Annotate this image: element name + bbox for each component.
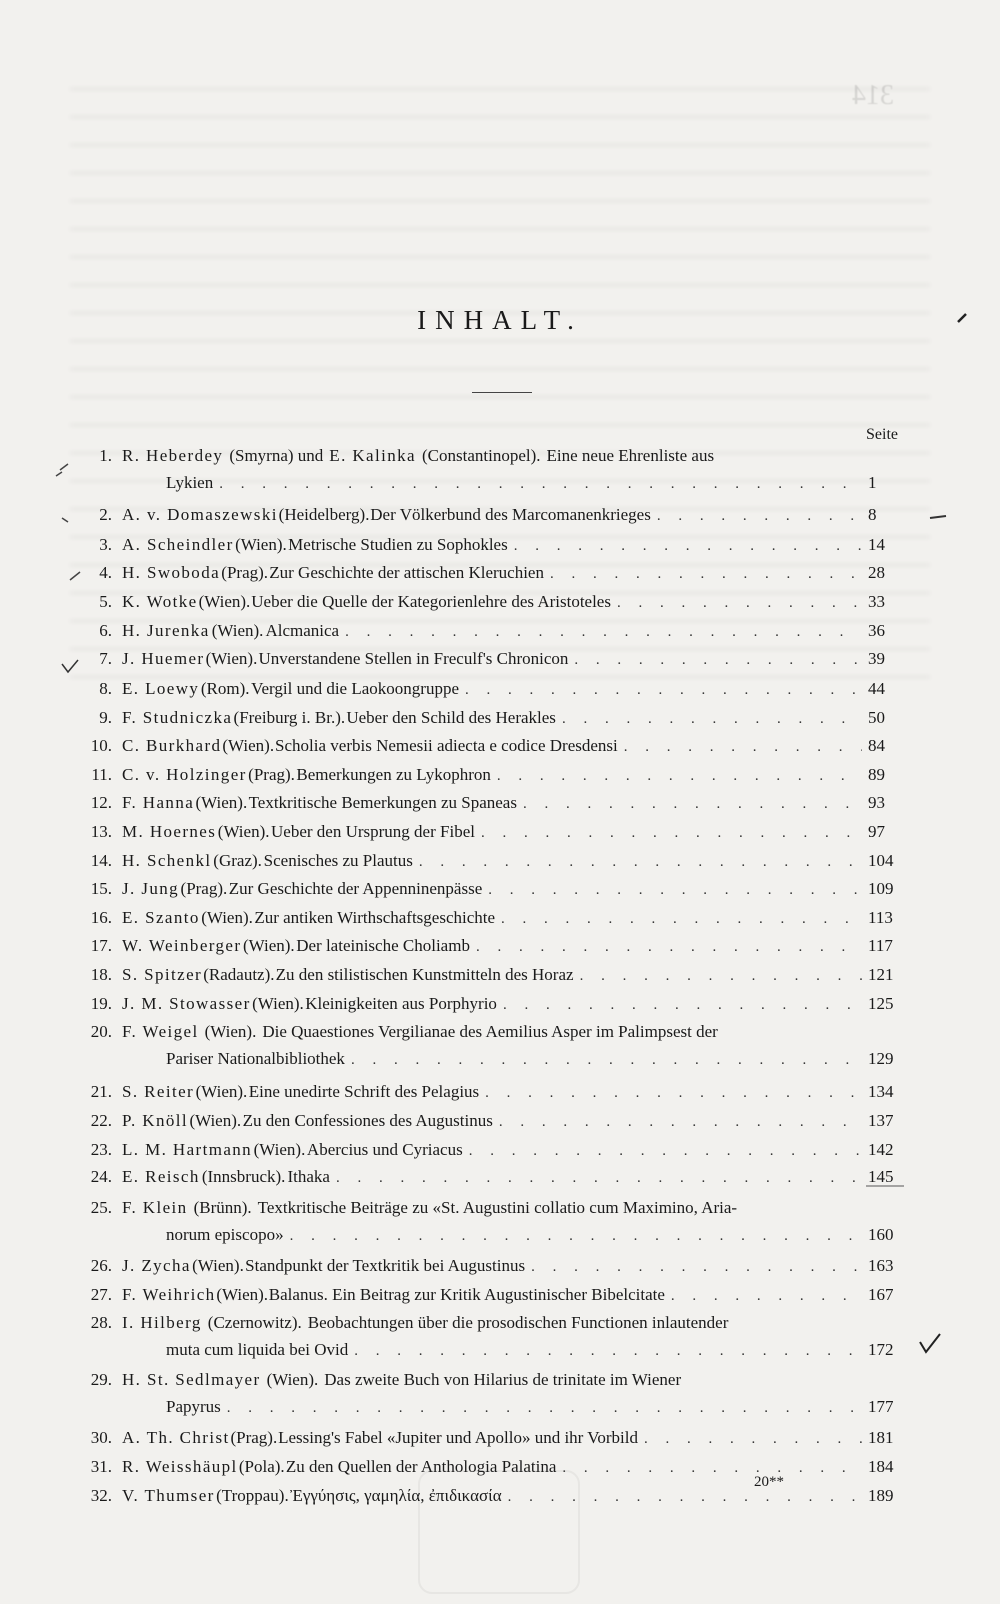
dot-leader xyxy=(345,624,862,641)
entry-affiliation: (Prag). xyxy=(230,1428,278,1447)
entry-title: Beobachtungen über die prosodischen Functionen inlautender xyxy=(307,1313,729,1332)
entry-author: F. Weigel xyxy=(122,1022,199,1041)
entry-affiliation: (Wien). xyxy=(198,592,251,611)
entry-page-number: 44 xyxy=(868,679,885,698)
entry-page-number: 189 xyxy=(868,1486,894,1505)
entry-author: I. Hilberg xyxy=(122,1313,202,1332)
entry-title: Ithaka xyxy=(287,1167,330,1186)
entry-author: E. Szanto xyxy=(122,908,200,927)
entry-author: F. Weihrich xyxy=(122,1285,216,1304)
dot-leader xyxy=(469,1143,862,1160)
entry-affiliation: (Prag). xyxy=(248,765,295,784)
entry-affiliation: (Wien). xyxy=(192,1256,244,1275)
entry-page-number: 113 xyxy=(868,908,893,927)
dot-leader xyxy=(465,682,862,699)
entry-title: Lessing's Fabel «Jupiter und Apollo» und ihr Vorbild xyxy=(278,1428,638,1447)
entry-author: C. Burkhard xyxy=(122,736,222,755)
entry-page-number: 142 xyxy=(868,1140,894,1159)
entry-title-continued: norum episcopo» xyxy=(166,1225,284,1244)
entry-page-number: 97 xyxy=(868,822,885,841)
entry-number: 30. xyxy=(90,1428,112,1447)
entry-affiliation: (Prag). xyxy=(221,563,269,582)
entry-number: 18. xyxy=(90,965,112,984)
entry-author: C. v. Holzinger xyxy=(122,765,247,784)
dot-leader xyxy=(580,968,862,985)
entry-number: 7. xyxy=(99,649,112,668)
dot-leader xyxy=(219,476,862,493)
entry-number: 26. xyxy=(90,1256,112,1275)
entry-number: 3. xyxy=(99,535,112,554)
entry-number: 10. xyxy=(90,736,112,755)
dot-leader xyxy=(657,508,862,525)
dot-leader xyxy=(644,1431,862,1448)
entry-author: M. Hoernes xyxy=(122,822,217,841)
entry-page-number: 163 xyxy=(868,1256,894,1275)
entry-number: 19. xyxy=(90,994,112,1013)
entry-affiliation: (Wien). xyxy=(235,535,287,554)
entry-number: 32. xyxy=(90,1486,112,1505)
entry-affiliation: (Brünn). xyxy=(193,1198,252,1217)
page-column-header: Seite xyxy=(866,426,898,443)
entry-title: Zu den stilistischen Kunstmitteln des Horaz xyxy=(275,965,574,984)
tick-mark-icon xyxy=(56,464,68,476)
entry-author: A. v. Domaszewski xyxy=(122,505,278,524)
entry-author: S. Spitzer xyxy=(122,965,203,984)
entry-affiliation: (Pola). xyxy=(238,1457,285,1476)
entry-number: 5. xyxy=(99,592,112,611)
entry-number: 28. xyxy=(90,1313,112,1332)
dot-leader xyxy=(550,566,862,583)
entry-number: 20. xyxy=(90,1022,112,1041)
entry-title-continued: Papyrus xyxy=(166,1397,221,1416)
entry-number: 1. xyxy=(99,446,112,465)
entry-number: 27. xyxy=(90,1285,112,1304)
dot-leader xyxy=(523,796,862,813)
entry-affiliation: (Wien). xyxy=(222,736,275,755)
entry-title: Standpunkt der Textkritik bei Augustinus xyxy=(245,1256,526,1275)
entry-number: 9. xyxy=(99,708,112,727)
entry-page-number: 84 xyxy=(868,736,885,755)
entry-page-number: 134 xyxy=(868,1082,894,1101)
entry-affiliation: (Wien). xyxy=(201,908,253,927)
entry-page-number: 14 xyxy=(868,535,885,554)
entry-title: Kleinigkeiten aus Porphyrio xyxy=(305,994,497,1013)
dot-leader xyxy=(485,1085,862,1102)
entry-page-number: 172 xyxy=(868,1340,894,1359)
entry-author: H. Swoboda xyxy=(122,563,221,582)
entry-affiliation: (Wien). xyxy=(266,1370,319,1389)
entry-title: Scholia verbis Nemesii adiecta e codice Dresdensi xyxy=(275,736,618,755)
entry-affiliation: (Rom). xyxy=(200,679,250,698)
printer-signature: 20** xyxy=(754,1474,784,1490)
entry-title: Abercius und Cyriacus xyxy=(306,1140,463,1159)
entry-page-number: 129 xyxy=(868,1049,894,1068)
entry-number: 25. xyxy=(90,1198,112,1217)
entry-number: 2. xyxy=(99,505,112,524)
dot-leader xyxy=(531,1259,862,1276)
entry-number: 23. xyxy=(90,1140,112,1159)
entry-author: H. Jurenka xyxy=(122,621,210,640)
entry-affiliation: (Innsbruck). xyxy=(201,1167,286,1186)
entry-page-number: 167 xyxy=(868,1285,894,1304)
entry-page-number: 145 xyxy=(868,1167,894,1186)
dot-leader xyxy=(617,595,862,612)
entry-title: Vergil und die Laokoongruppe xyxy=(251,679,459,698)
entry-affiliation: (Wien). xyxy=(204,1022,257,1041)
entry-page-number: 89 xyxy=(868,765,885,784)
entry-author: F. Studniczka xyxy=(122,708,233,727)
entry-title: Bemerkungen zu Lykophron xyxy=(296,765,491,784)
entry-author: P. Knöll xyxy=(122,1111,188,1130)
dot-leader xyxy=(514,538,862,555)
entry-number: 16. xyxy=(90,908,112,927)
entry-title: Zur Geschichte der Appenninenpässe xyxy=(228,879,483,898)
entry-page-number: 125 xyxy=(868,994,894,1013)
entry-title: Eine unedirte Schrift des Pelagius xyxy=(248,1082,480,1101)
dot-leader xyxy=(624,739,862,756)
entry-title: Zur Geschichte der attischen Kleruchien xyxy=(269,563,544,582)
entry-title: Die Quaestiones Vergilianae des Aemilius Asper im Palimpsest der xyxy=(262,1022,718,1041)
entry-number: 24. xyxy=(90,1167,112,1186)
entry-title: Zu den Quellen der Anthologia Palatina xyxy=(285,1457,557,1476)
entry-affiliation: (Wien). xyxy=(216,1285,269,1304)
entry-number: 11. xyxy=(91,765,112,784)
entry-affiliation: (Radautz). xyxy=(203,965,275,984)
entry-page-number: 36 xyxy=(868,621,885,640)
entry-affiliation: (Smyrna) und xyxy=(229,446,324,465)
entry-title: Zu den Confessiones des Augustinus xyxy=(242,1111,493,1130)
entry-title: Textkritische Bemerkungen zu Spaneas xyxy=(248,793,517,812)
entry-title: Ueber den Schild des Herakles xyxy=(346,708,556,727)
dot-leader xyxy=(336,1170,862,1187)
dot-leader xyxy=(290,1228,862,1245)
entry-page-number: 181 xyxy=(868,1428,894,1447)
dot-leader xyxy=(497,768,862,785)
entry-title: Scenisches zu Plautus xyxy=(263,851,413,870)
entry-author: E. Loewy xyxy=(122,679,200,698)
entry-affiliation: (Prag). xyxy=(180,879,228,898)
entry-number: 12. xyxy=(90,793,112,812)
page-title: INHALT. xyxy=(417,305,583,335)
dot-leader xyxy=(503,997,862,1014)
dot-leader xyxy=(574,652,862,669)
title-rule xyxy=(472,392,532,393)
entry-number: 15. xyxy=(90,879,112,898)
tick-mark-icon xyxy=(70,572,80,580)
dot-leader xyxy=(671,1288,862,1305)
entry-author: J. M. Stowasser xyxy=(122,994,251,1013)
entry-page-number: 104 xyxy=(868,851,894,870)
entry-page-number: 33 xyxy=(868,592,885,611)
entry-affiliation: (Wien). xyxy=(195,793,248,812)
entry-affiliation: (Heidelberg). xyxy=(278,505,370,524)
entry-title: Das zweite Buch von Hilarius de trinitate im Wiener xyxy=(324,1370,682,1389)
entry-affiliation: (Troppau). xyxy=(216,1486,289,1505)
entry-author: F. Hanna xyxy=(122,793,195,812)
entry-author: R. Heberdey xyxy=(122,446,224,465)
dot-leader xyxy=(419,854,862,871)
entry-page-number: 109 xyxy=(868,879,894,898)
dot-leader xyxy=(476,939,862,956)
entry-author: H. Schenkl xyxy=(122,851,212,870)
tick-mark-icon xyxy=(62,518,68,522)
entry-number: 4. xyxy=(99,563,112,582)
entry-title: Ueber den Ursprung der Fibel xyxy=(271,822,475,841)
entry-title: Metrische Studien zu Sophokles xyxy=(288,535,508,554)
entry-page-number: 8 xyxy=(868,505,877,524)
entry-page-number: 137 xyxy=(868,1111,894,1130)
show-through-page-number: 314 xyxy=(852,80,894,111)
entry-page-number: 50 xyxy=(868,708,885,727)
entry-affiliation: (Graz). xyxy=(213,851,262,870)
entry-number: 17. xyxy=(90,936,112,955)
dot-leader xyxy=(501,911,862,928)
dot-leader xyxy=(562,711,862,728)
entry-page-number: 160 xyxy=(868,1225,894,1244)
entry-author: L. M. Hartmann xyxy=(122,1140,253,1159)
entry-number: 6. xyxy=(99,621,112,640)
entry-title-continued: Lykien xyxy=(166,473,214,492)
entry-author: R. Weisshäupl xyxy=(122,1457,238,1476)
entry-title: Der Völkerbund des Marcomanenkrieges xyxy=(370,505,651,524)
entry-page-number: 184 xyxy=(868,1457,894,1476)
tick-mark-icon xyxy=(930,516,946,518)
entry-affiliation: (Wien). xyxy=(253,1140,306,1159)
entry-affiliation: (Wien). xyxy=(242,936,295,955)
entry-page-number: 1 xyxy=(868,473,877,492)
entry-title: Ueber die Quelle der Kategorienlehre des Aristoteles xyxy=(251,592,611,611)
entry-affiliation: (Wien). xyxy=(205,649,258,668)
entry-author: A. Th. Christ xyxy=(122,1428,230,1447)
entry-number: 29. xyxy=(90,1370,112,1389)
dot-leader xyxy=(227,1400,862,1417)
entry-author: V. Thumser xyxy=(122,1486,215,1505)
entry-author: E. Reisch xyxy=(122,1167,200,1186)
entry-title: Textkritische Beiträge zu «St. Augustini collatio cum Maximino, Aria- xyxy=(257,1198,738,1217)
entry-number: 13. xyxy=(90,822,112,841)
entry-title-continued: muta cum liquida bei Ovid xyxy=(166,1340,349,1359)
entry-affiliation: (Czernowitz). xyxy=(207,1313,302,1332)
entry-page-number: 177 xyxy=(868,1397,894,1416)
entry-author: H. St. Sedlmayer xyxy=(122,1370,261,1389)
entry-title: Der lateinische Choliamb xyxy=(296,936,470,955)
entry-affiliation: (Constantinopel). xyxy=(422,446,541,465)
entry-affiliation: (Wien). xyxy=(217,822,270,841)
dot-leader xyxy=(499,1114,862,1131)
entry-page-number: 39 xyxy=(868,649,885,668)
entry-author: K. Wotke xyxy=(122,592,198,611)
entry-page-number: 28 xyxy=(868,563,885,582)
entry-title: Balanus. Ein Beitrag zur Kritik Augustinischer Bibelcitate xyxy=(268,1285,665,1304)
entry-title: Unverstandene Stellen in Freculf's Chronicon xyxy=(258,649,569,668)
entry-number: 8. xyxy=(99,679,112,698)
entry-affiliation: (Wien). xyxy=(195,1082,248,1101)
entry-author: W. Weinberger xyxy=(122,936,242,955)
entry-number: 22. xyxy=(90,1111,112,1130)
entry-number: 21. xyxy=(90,1082,112,1101)
dot-leader xyxy=(351,1052,862,1069)
entry-author: E. Kalinka xyxy=(329,446,416,465)
entry-author: J. Zycha xyxy=(122,1256,191,1275)
entry-number: 14. xyxy=(90,851,112,870)
entry-page-number: 121 xyxy=(868,965,894,984)
dot-leader xyxy=(562,1460,862,1477)
entry-title: Ἐγγύησις, γαμηλία, ἐπιδικασία xyxy=(290,1486,502,1505)
entry-affiliation: (Freiburg i. Br.). xyxy=(233,708,346,727)
entry-author: J. Jung xyxy=(122,879,180,898)
dot-leader xyxy=(354,1343,862,1360)
entry-author: S. Reiter xyxy=(122,1082,195,1101)
entry-affiliation: (Wien). xyxy=(189,1111,242,1130)
check-mark-icon xyxy=(920,1334,940,1352)
check-mark-icon xyxy=(62,660,78,672)
entry-affiliation: (Wien). xyxy=(211,621,264,640)
entry-title: Eine neue Ehrenliste aus xyxy=(546,446,715,465)
entry-page-number: 93 xyxy=(868,793,885,812)
entry-page-number: 117 xyxy=(868,936,893,955)
entry-author: A. Scheindler xyxy=(122,535,234,554)
dot-leader xyxy=(481,825,862,842)
entry-title: Alcmanica xyxy=(265,621,340,640)
entry-affiliation: (Wien). xyxy=(252,994,304,1013)
entry-author: F. Klein xyxy=(122,1198,188,1217)
entry-title: Zur antiken Wirthschaftsgeschichte xyxy=(254,908,496,927)
entry-number: 31. xyxy=(90,1457,112,1476)
entry-author: J. Huemer xyxy=(122,649,205,668)
library-stamp xyxy=(418,1470,580,1594)
entry-title-continued: Pariser Nationalbibliothek xyxy=(166,1049,345,1068)
dot-leader xyxy=(488,882,862,899)
